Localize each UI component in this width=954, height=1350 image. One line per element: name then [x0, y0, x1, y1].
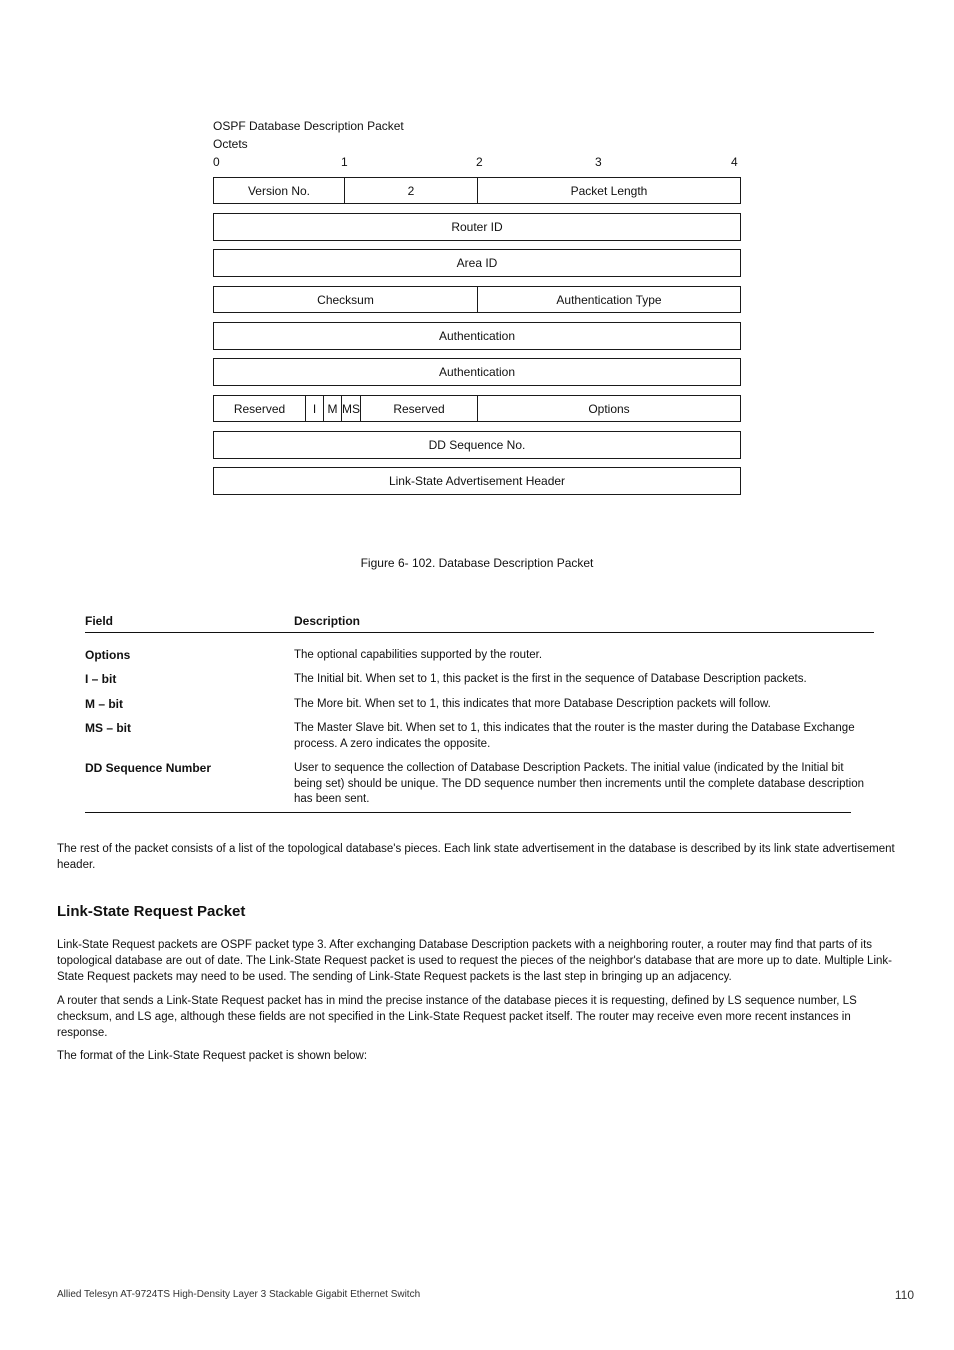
octet-number-2: 2 — [476, 155, 483, 169]
area-id-field: Area ID — [213, 249, 741, 277]
m-bit-field: M — [323, 396, 341, 421]
table-header-description: Description — [294, 614, 361, 628]
ms-bit-field: MS — [341, 396, 360, 421]
packet-row-header — [213, 177, 741, 204]
reserved-field-2: Reserved — [360, 396, 477, 421]
packet-row-checksum — [213, 286, 741, 313]
reserved-field-1: Reserved — [233, 401, 286, 416]
diagram-title: OSPF Database Description Packet — [213, 119, 404, 133]
table-header-field: Field — [85, 614, 114, 628]
router-id-field: Router ID — [213, 213, 741, 241]
i-bit-field: I — [305, 396, 323, 421]
version-field: Version No. — [247, 183, 311, 198]
table-row-field: Options — [85, 648, 131, 662]
table-row-field: M – bit — [85, 697, 123, 711]
options-field: Options — [477, 396, 740, 421]
lsa-header-field: Link-State Advertisement Header — [213, 467, 741, 495]
authentication-field-1: Authentication — [213, 322, 741, 350]
paragraph-lsr-format: The format of the Link-State Request packet is shown below: — [57, 1050, 368, 1062]
paragraph-rest-of-packet: The rest of the packet consists of a list of the topological database's pieces. Each link state advertisement in the database is described by its link state advertisement header. — [57, 843, 895, 871]
table-row-description: The More bit. When set to 1, this indicates that more Database Description packets will follow. — [294, 698, 771, 710]
packet-row-flags — [213, 395, 741, 422]
checksum-field: Checksum — [317, 292, 374, 307]
table-row-description: The Master Slave bit. When set to 1, this indicates that the router is the master during the Database Exchange process. A zero indicates the opposite. — [294, 722, 855, 750]
table-row-field: DD Sequence Number — [85, 761, 212, 775]
table-row-field: MS – bit — [85, 721, 132, 735]
octet-number-0: 0 — [213, 155, 220, 169]
auth-type-field: Authentication Type — [477, 287, 740, 312]
table-row-description: The Initial bit. When set to 1, this packet is the first in the sequence of Database Description packets. — [294, 673, 807, 685]
table-row-description: The optional capabilities supported by the router. — [294, 649, 543, 661]
paragraph-lsr-instance: A router that sends a Link-State Request packet has in mind the precise instance of the database pieces it is requesting, defined by LS sequence number, LS checksum, and LS age, although these fields are not specified in the Link-State Request packet itself. The router may receive even more recent instances in response. — [57, 995, 857, 1039]
octet-number-1: 1 — [341, 155, 348, 169]
dd-sequence-field: DD Sequence No. — [213, 431, 741, 459]
table-header-rule — [85, 632, 874, 633]
authentication-field-2: Authentication — [213, 358, 741, 386]
packet-length-field: Packet Length — [477, 178, 740, 203]
octet-number-4: 4 — [731, 155, 738, 169]
footer-product: Allied Telesyn AT-9724TS High-Density Layer 3 Stackable Gigabit Ethernet Switch — [57, 1289, 421, 1300]
figure-caption: Figure 6- 102. Database Description Packet — [360, 556, 594, 570]
page-number: 110 — [894, 1288, 914, 1302]
type-field: 2 — [344, 178, 477, 203]
octet-number-3: 3 — [595, 155, 602, 169]
table-bottom-rule — [85, 812, 851, 813]
table-row-field: I – bit — [85, 672, 117, 686]
table-row-description: User to sequence the collection of Database Description Packets. The initial value (indicated by the Initial bit being set) should be unique. The DD sequence number then increments until the complete database description has been sent. — [294, 762, 865, 805]
paragraph-lsr-intro: Link-State Request packets are OSPF packet type 3. After exchanging Database Description packets with a neighboring router, a router may find that parts of its topological database are out of date. The Link-State Request packet is used to request the pieces of the neighbor's database that are more up to date. Multiple Link-State Request packets may need to be used. The sending of Link-State Request packets is the last step in bringing up an adjacency. — [57, 939, 892, 983]
octets-label: Octets — [213, 137, 248, 151]
section-heading: Link-State Request Packet — [57, 903, 246, 920]
